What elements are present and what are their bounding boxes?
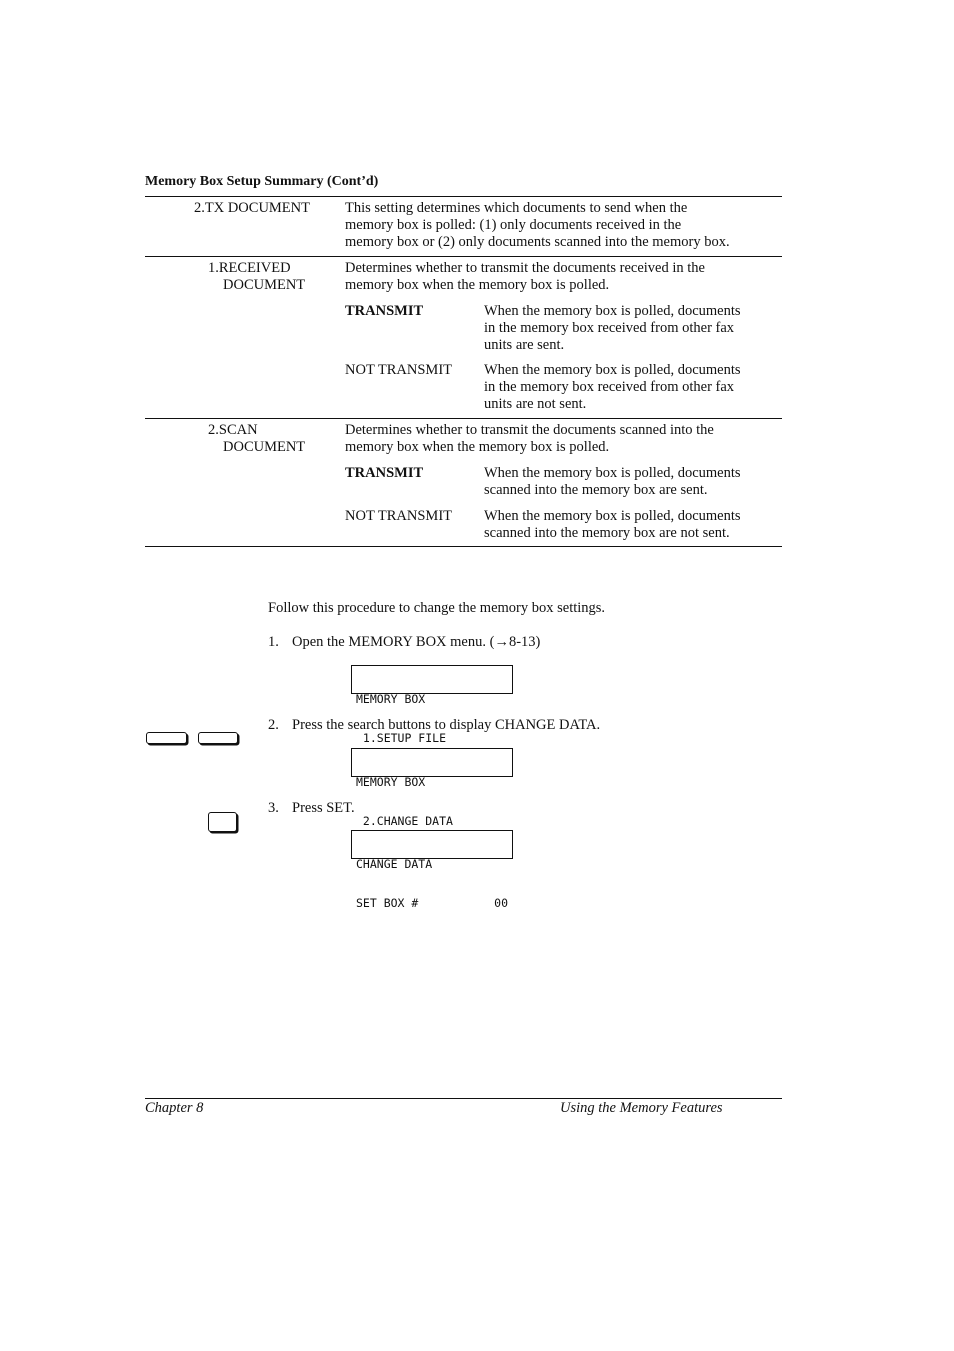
option-name-not-transmit: NOT TRANSMIT	[345, 508, 453, 524]
option-description: When the memory box is polled, documents in the memory box received from other fax units are not sent.	[484, 362, 741, 412]
option-name-transmit: TRANSMIT	[345, 465, 424, 481]
setting-label-tx-document: 2.TX DOCUMENT	[194, 200, 310, 216]
table-bottom-rule	[145, 546, 782, 547]
option-name-not-transmit: NOT TRANSMIT	[345, 362, 453, 378]
step-text: Open the MEMORY BOX menu. (→8-13)	[292, 634, 541, 650]
option-description: When the memory box is polled, documents in the memory box received from other fax units are sent.	[484, 303, 741, 353]
footer-section-title: Using the Memory Features	[560, 1100, 723, 1116]
lcd-display: MEMORY BOX 2.CHANGE DATA	[351, 748, 513, 777]
set-key-icon	[208, 812, 237, 832]
lcd-display: CHANGE DATA SET BOX # 00	[351, 830, 513, 859]
search-left-key-icon	[146, 732, 187, 744]
step-number: 1.	[268, 634, 279, 650]
table-row-divider	[145, 418, 782, 419]
step-text: Press SET.	[292, 800, 355, 816]
option-name-transmit: TRANSMIT	[345, 303, 424, 319]
search-right-key-icon	[198, 732, 238, 744]
table-top-rule	[145, 196, 782, 197]
setting-label-received-document: 1.RECEIVED DOCUMENT	[208, 260, 306, 293]
lcd-box-number: 00	[494, 896, 508, 910]
setting-description: Determines whether to transmit the documents scanned into the memory box when the memory box is polled.	[345, 422, 714, 455]
procedure-intro: Follow this procedure to change the memory box settings.	[268, 600, 606, 616]
setting-description: Determines whether to transmit the documents received in the memory box when the memory box is polled.	[345, 260, 705, 293]
footer-chapter: Chapter 8	[145, 1100, 204, 1116]
setting-description: This setting determines which documents to send when the memory box is polled: (1) only documents received in the memory box or (2) only documents scanned into the memory box.	[345, 200, 730, 250]
section-title: Memory Box Setup Summary (Cont’d)	[145, 174, 379, 189]
table-row-divider	[145, 256, 782, 257]
step-number: 3.	[268, 800, 279, 816]
setting-label-scan-document: 2.SCAN DOCUMENT	[208, 422, 306, 455]
option-description: When the memory box is polled, documents scanned into the memory box are not sent.	[484, 508, 741, 541]
lcd-display: MEMORY BOX 1.SETUP FILE	[351, 665, 513, 694]
option-description: When the memory box is polled, documents scanned into the memory box are sent.	[484, 465, 741, 498]
step-number: 2.	[268, 717, 279, 733]
footer-rule	[145, 1098, 782, 1099]
step-text: Press the search buttons to display CHANGE DATA.	[292, 717, 601, 733]
